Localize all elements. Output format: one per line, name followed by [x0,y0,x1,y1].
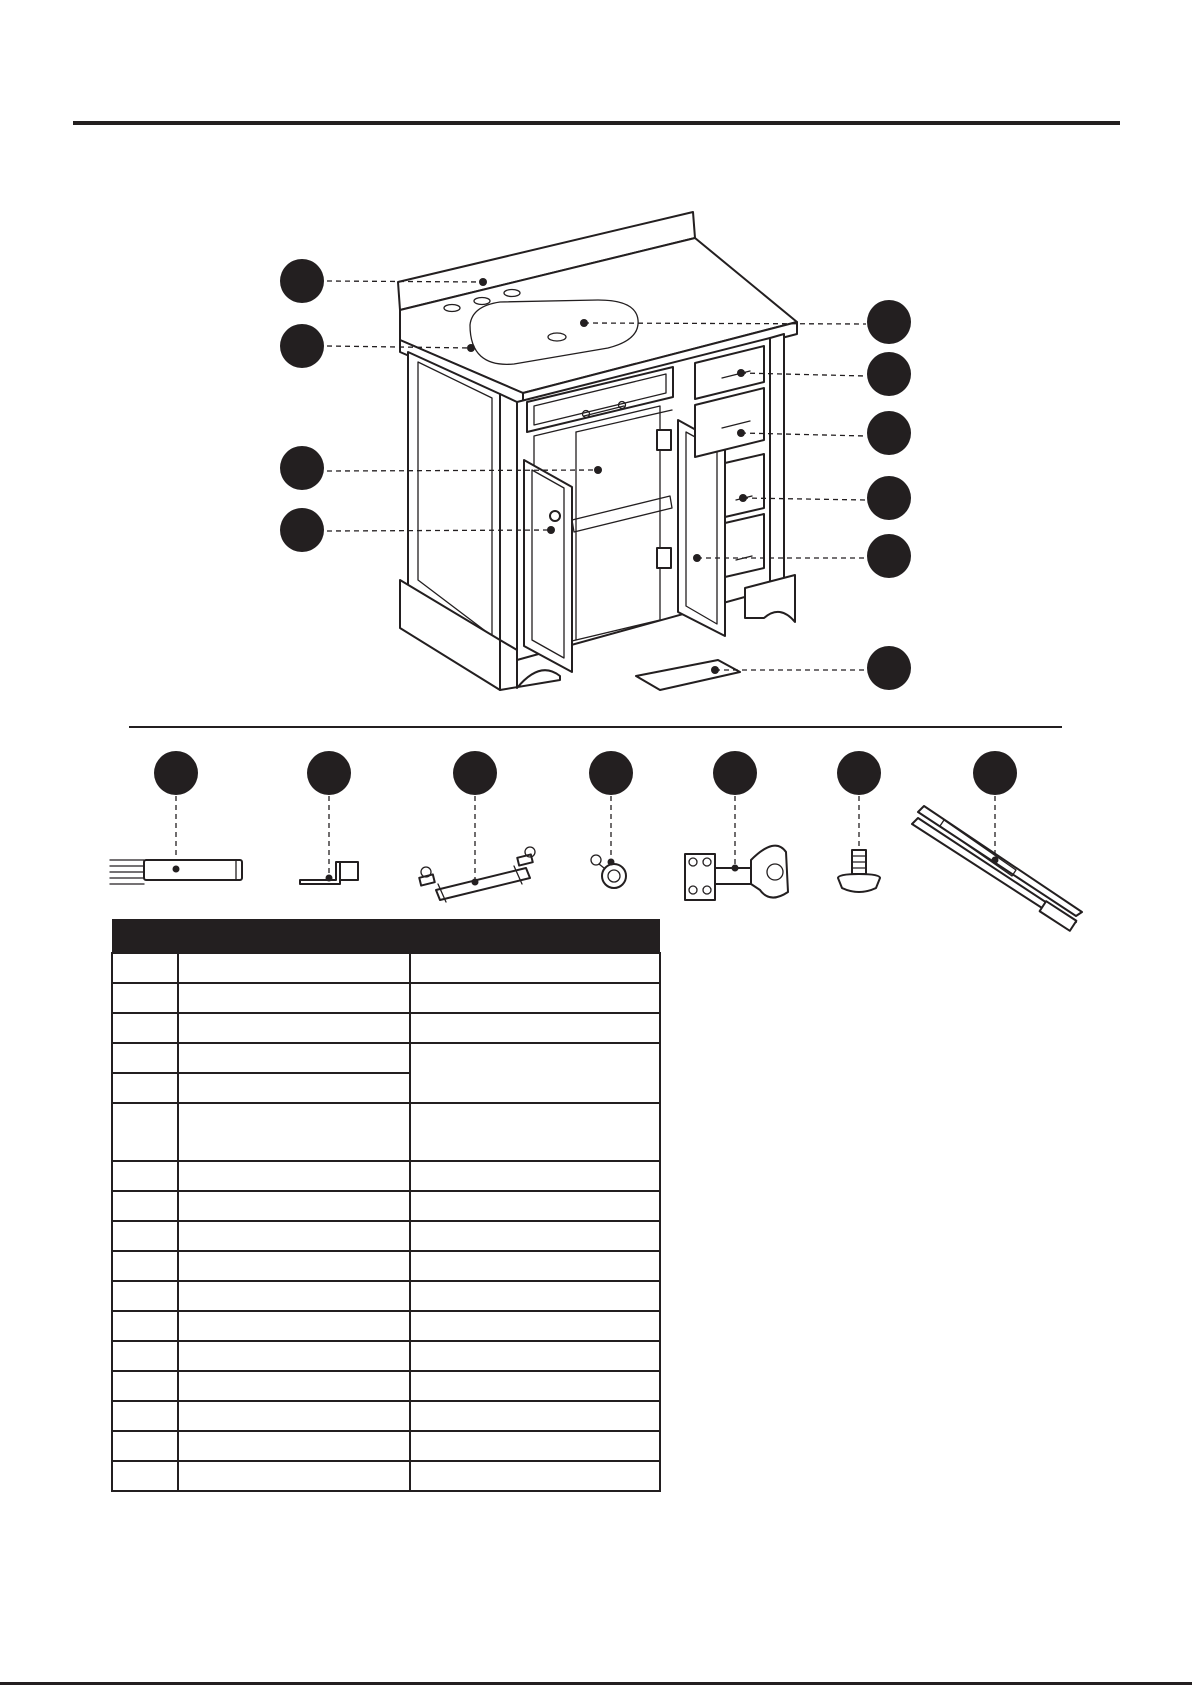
callout-f [867,352,911,396]
bar-handle-icon [419,847,535,902]
table-cell [178,1371,410,1401]
table-cell [178,1311,410,1341]
table-cell [112,983,178,1013]
table-cell [112,1073,178,1103]
table-row [112,983,660,1013]
table-cell [410,1013,660,1043]
table-cell [178,1341,410,1371]
table-cell [178,1281,410,1311]
table-row [112,1371,660,1401]
callout-i [867,534,911,578]
table-cell [112,953,178,983]
callout-e [867,300,911,344]
table-cell [112,1251,178,1281]
table-row [112,1103,660,1161]
hardware-callout-2 [307,751,351,795]
callout-d [280,508,324,552]
hinge-icon [685,846,788,900]
table-cell [410,1251,660,1281]
table-row [112,1461,660,1491]
drawer-slide-icon [912,806,1082,931]
hardware-callout-6 [837,751,881,795]
table-cell [410,983,660,1013]
table-cell [178,1401,410,1431]
table-row [112,1013,660,1043]
table-cell [112,1103,178,1161]
hardware-callout-5 [713,751,757,795]
table-cell [178,1431,410,1461]
table-row [112,1281,660,1311]
callout-h [867,476,911,520]
callout-g [867,411,911,455]
table-cell [178,983,410,1013]
vanity-illustration [398,212,797,690]
hardware-callout-4 [589,751,633,795]
table-cell [410,1311,660,1341]
table-cell [178,1191,410,1221]
table-cell [178,1221,410,1251]
table-cell [410,1461,660,1491]
table-row [112,1043,660,1073]
header-description [178,919,410,953]
parts-table [111,919,661,1492]
table-cell [178,1043,410,1073]
table-cell [112,1013,178,1043]
table-cell [410,1103,660,1161]
table-row [112,1161,660,1191]
table-cell [178,1073,410,1103]
table-cell [112,1341,178,1371]
table-row [112,1341,660,1371]
table-cell [178,1461,410,1491]
table-cell [112,1161,178,1191]
callout-b [280,324,324,368]
callout-c [280,446,324,490]
hardware-callout-1 [154,751,198,795]
table-cell [410,1043,660,1103]
table-cell [112,1043,178,1073]
table-row [112,953,660,983]
table-cell [410,1431,660,1461]
table-cell [112,1431,178,1461]
table-cell [112,1221,178,1251]
table-row [112,1311,660,1341]
table-cell [112,1311,178,1341]
table-cell [112,1401,178,1431]
table-cell [178,1103,410,1161]
table-cell [178,1013,410,1043]
table-cell [410,1161,660,1191]
table-cell [112,1191,178,1221]
hardware-callout-7 [973,751,1017,795]
hardware-callout-3 [453,751,497,795]
header-part [112,919,178,953]
pin-connector-icon [110,860,242,884]
table-row [112,1431,660,1461]
hardware-leaders [176,796,995,880]
table-cell [410,1371,660,1401]
table-cell [410,953,660,983]
table-cell [112,1461,178,1491]
table-cell [178,1251,410,1281]
table-header-row [112,919,660,953]
table-cell [178,1161,410,1191]
table-cell [112,1371,178,1401]
header-quantity [410,919,660,953]
table-row [112,1401,660,1431]
table-cell [410,1401,660,1431]
table-cell [410,1221,660,1251]
callout-a [280,259,324,303]
table-row [112,1251,660,1281]
knob-icon [591,855,626,888]
section-divider [129,726,1062,728]
table-cell [112,1281,178,1311]
table-cell [410,1341,660,1371]
callout-j [867,646,911,690]
table-row [112,1221,660,1251]
leveling-foot-icon [838,850,880,892]
table-row [112,1191,660,1221]
table-cell [410,1191,660,1221]
table-cell [178,953,410,983]
table-cell [410,1281,660,1311]
